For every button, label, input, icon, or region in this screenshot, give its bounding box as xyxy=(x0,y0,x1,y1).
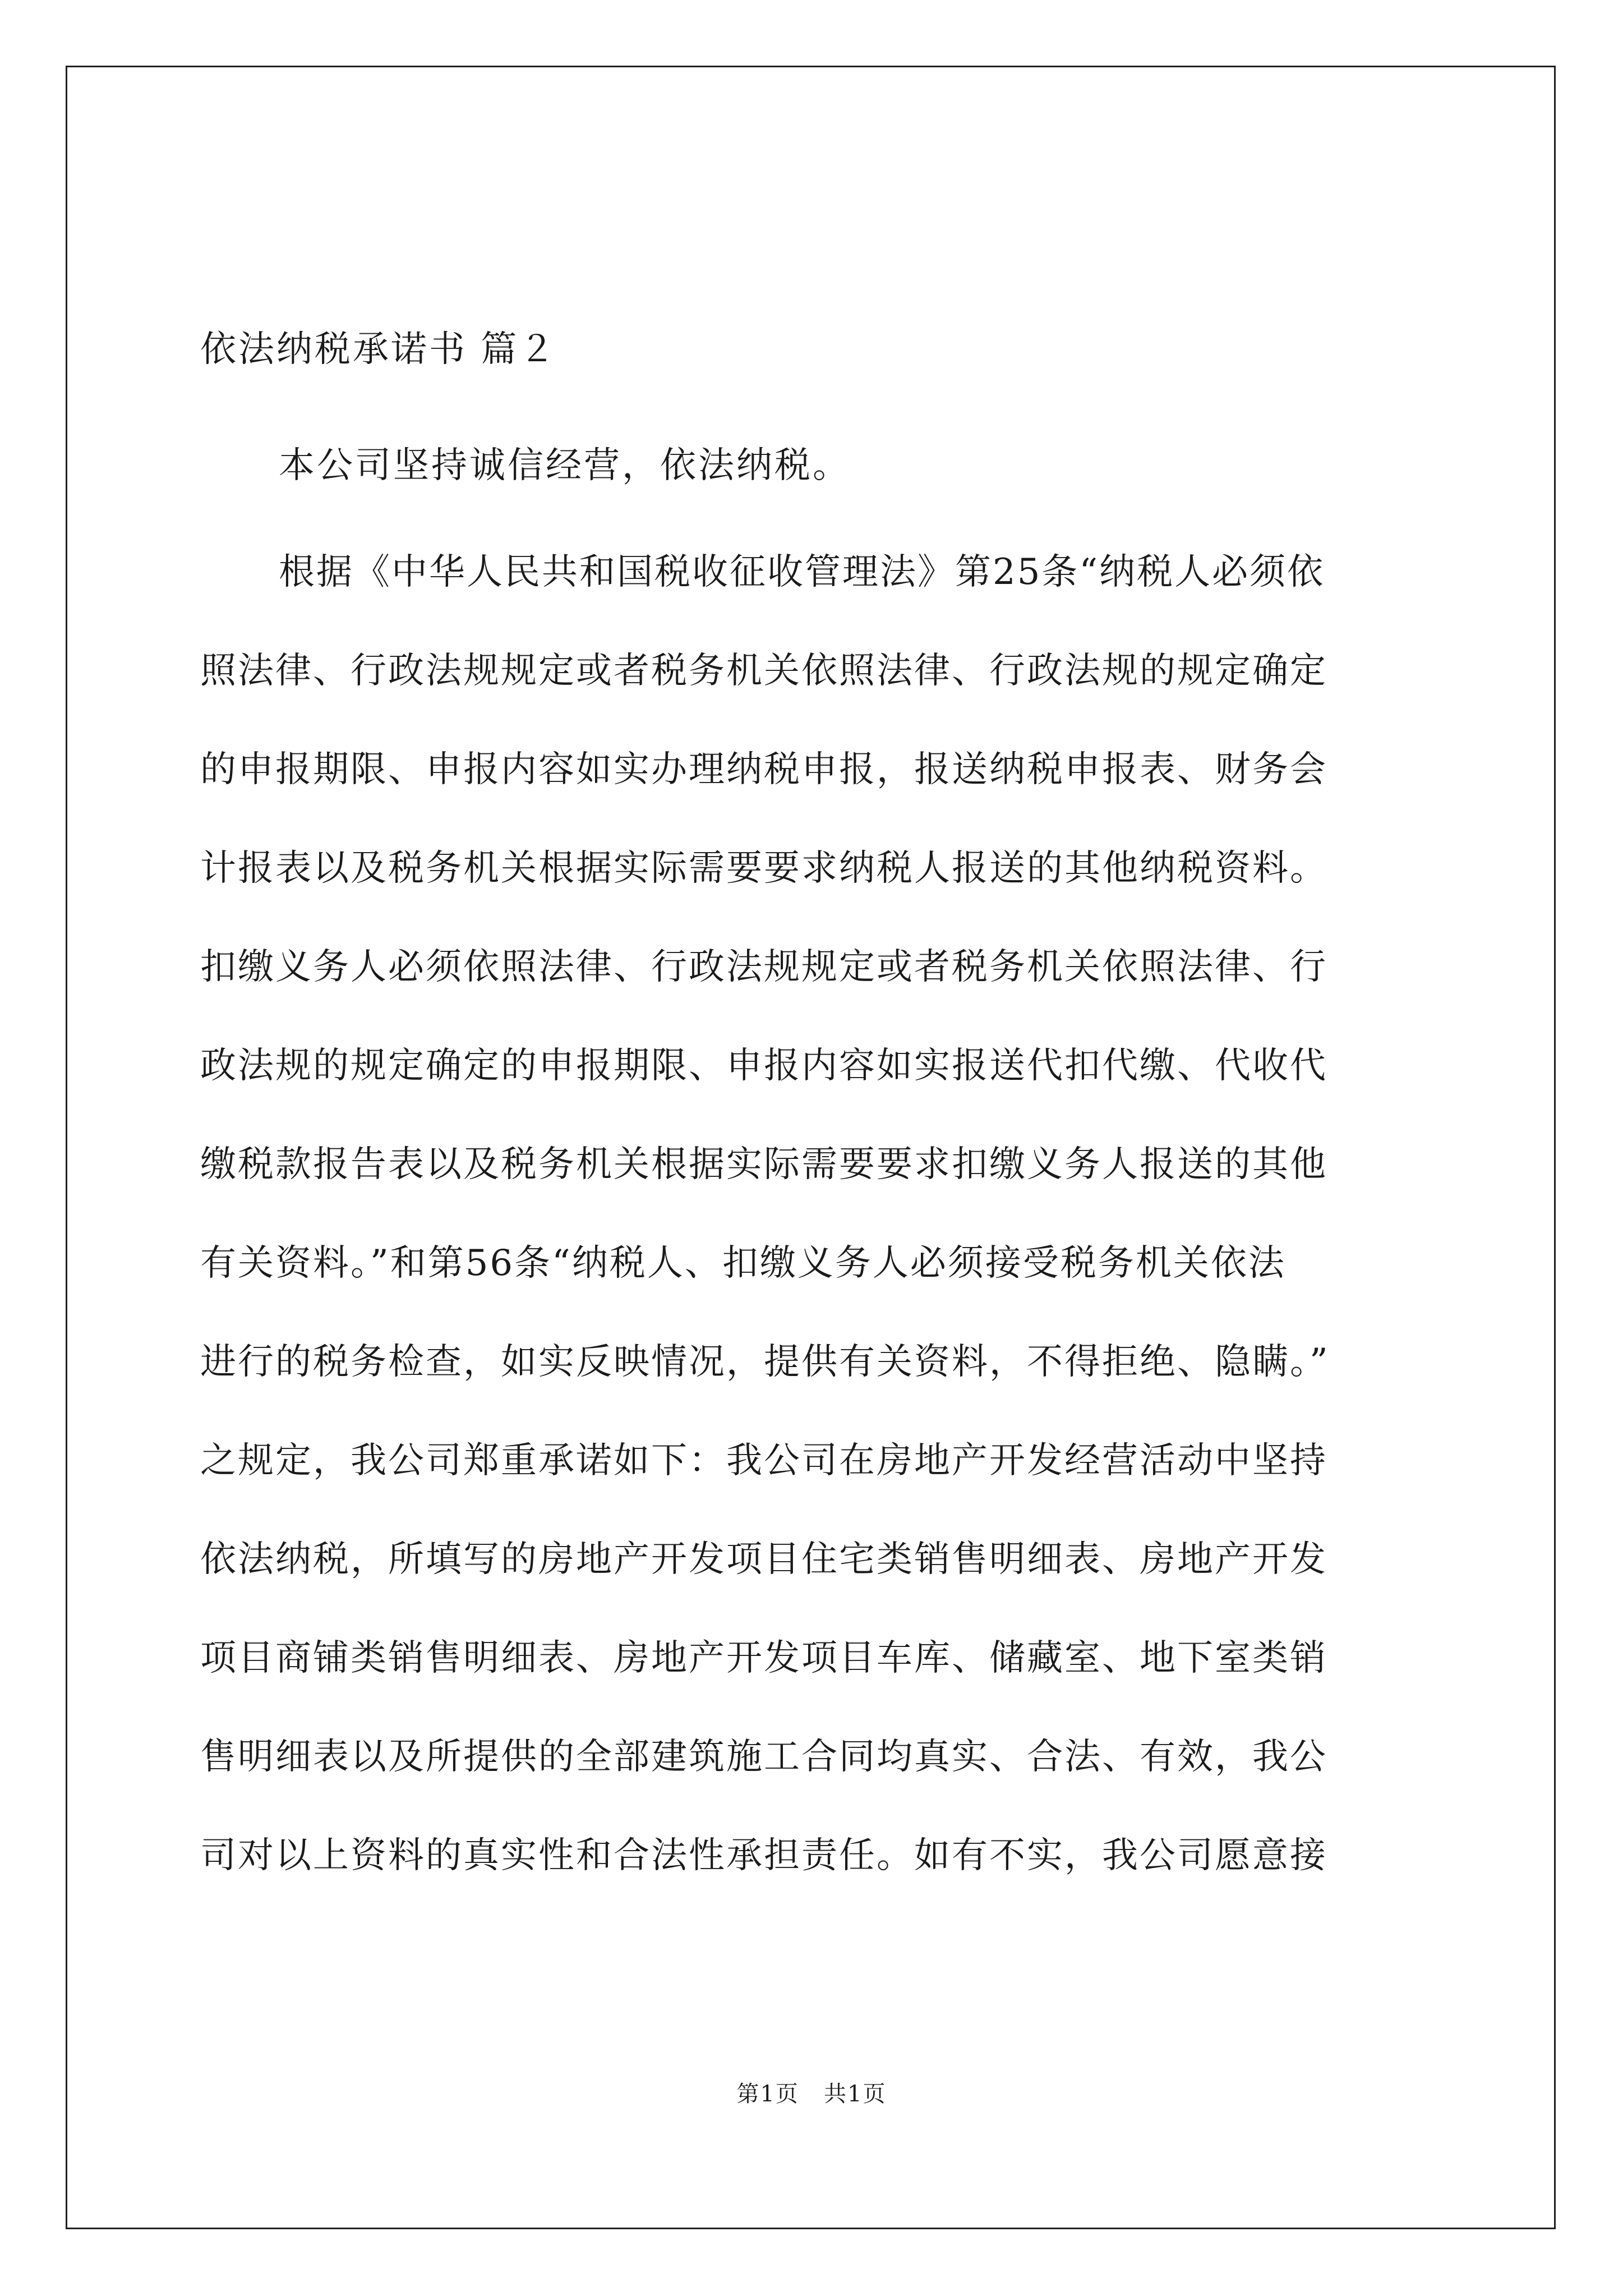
body-line: 照法律、行政法规规定或者税务机关依照法律、行政法规的规定确定 xyxy=(200,650,1327,692)
body-line: 缴税款报告表以及税务机关根据实际需要要求扣缴义务人报送的其他 xyxy=(200,1144,1327,1185)
body-line: 有关资料。”和第56条“纳税人、扣缴义务人必须接受税务机关依法 xyxy=(200,1243,1286,1284)
body-line: 售明细表以及所提供的全部建筑施工合同均真实、合法、有效，我公 xyxy=(200,1736,1327,1778)
body-line: 计报表以及税务机关根据实际需要要求纳税人报送的其他纳税资料。 xyxy=(200,848,1327,889)
body-paragraph xyxy=(200,550,1434,1932)
body-line: 之规定，我公司郑重承诺如下：我公司在房地产开发经营活动中坚持 xyxy=(200,1440,1327,1481)
page-number-footer: 第1页 共1页 xyxy=(736,2081,887,2107)
body-line: 政法规的规定确定的申报期限、申报内容如实报送代扣代缴、代收代 xyxy=(200,1045,1327,1087)
body-line: 司对以上资料的真实性和合法性承担责任。如有不实，我公司愿意接 xyxy=(200,1835,1327,1876)
body-line: 进行的税务检查，如实反映情况，提供有关资料，不得拒绝、隐瞒。” xyxy=(200,1341,1330,1383)
body-line: 依法纳税，所填写的房地产开发项目住宅类销售明细表、房地产开发 xyxy=(200,1539,1327,1580)
body-line: 的申报期限、申报内容如实办理纳税申报，报送纳税申报表、财务会 xyxy=(200,749,1327,790)
body-line: 项目商铺类销售明细表、房地产开发项目车库、储藏室、地下室类销 xyxy=(200,1637,1327,1679)
body-line: 根据《中华人民共和国税收征收管理法》第25条“纳税人必须依 xyxy=(279,551,1325,593)
document-title: 依法纳税承诺书 篇２ xyxy=(200,329,557,370)
body-line: 扣缴义务人必须依照法律、行政法规规定或者税务机关依照法律、行 xyxy=(200,946,1327,988)
intro-paragraph: 本公司坚持诚信经营，依法纳税。 xyxy=(279,445,851,486)
